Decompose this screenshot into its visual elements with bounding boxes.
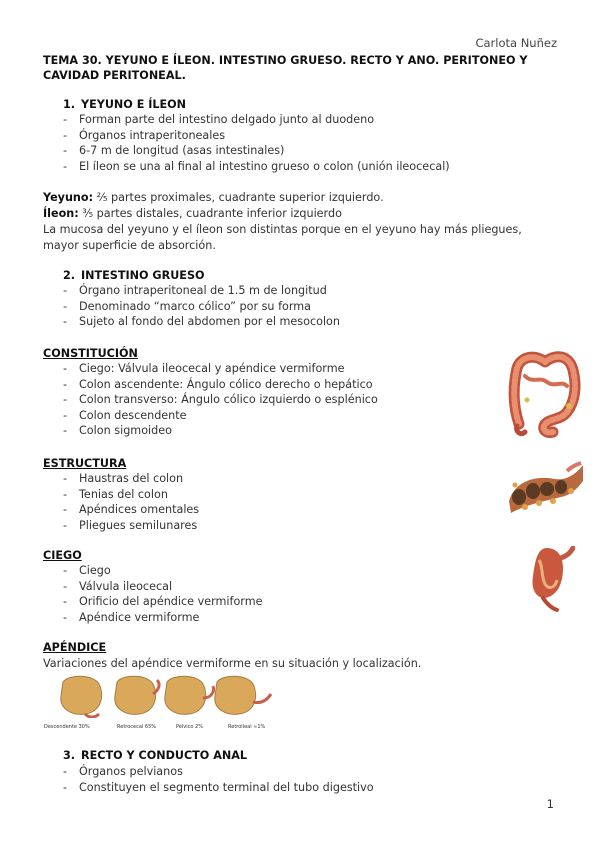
list-item: - Forman parte del intestino delgado junto al duodeno	[63, 112, 450, 128]
page-number: 1	[546, 797, 554, 811]
list-item: - Válvula ileocecal	[63, 579, 262, 595]
list-item: - Colon sigmoideo	[63, 423, 378, 439]
section-2-list	[63, 283, 340, 330]
document-title: TEMA 30. YEYUNO E ÍLEON. INTESTINO GRUESO. RECTO Y ANO. PERITONEO Y CAVIDAD PERITONEAL.	[43, 54, 528, 82]
ileon-text: ⅗ partes distales, cuadrante inferior izquierdo	[78, 207, 342, 220]
section-2-title: INTESTINO GRUESO	[81, 269, 205, 282]
section-3-list	[63, 764, 374, 795]
list-item: - Ciego: Válvula ileocecal y apéndice vermiforme	[63, 361, 378, 377]
list-item: - Colon transverso: Ángulo cólico izquierdo o esplénico	[63, 392, 378, 408]
list-item: - Pliegues semilunares	[63, 518, 199, 534]
list-item: - Constituyen el segmento terminal del tubo digestivo	[63, 780, 374, 796]
estructura-list	[63, 471, 199, 533]
estructura-heading: ESTRUCTURA	[43, 457, 127, 470]
section-3-heading	[63, 748, 247, 764]
section-2-number: 2.	[63, 269, 76, 282]
section-1-number: 1.	[63, 98, 76, 111]
haustra-illustration	[505, 461, 585, 517]
section-1-heading	[63, 97, 186, 113]
appendix-caption: Pélvico 2%	[176, 724, 203, 730]
list-item: - El íleon se una al final al intestino grueso o colon (unión ileocecal)	[63, 159, 450, 175]
constitucion-list	[63, 361, 378, 439]
yeyuno-text: ⅖ partes proximales, cuadrante superior izquierdo.	[93, 191, 384, 204]
apendice-text: Variaciones del apéndice vermiforme en su situación y localización.	[43, 657, 422, 670]
appendix-variations-illustration	[55, 672, 280, 718]
colon-illustration	[505, 346, 583, 438]
constitucion-heading: CONSTITUCIÓN	[43, 347, 138, 360]
appendix-caption: Retroileal ≈1%	[228, 724, 266, 730]
list-item: - Tenias del colon	[63, 487, 199, 503]
list-item: - Órgano intraperitoneal de 1.5 m de longitud	[63, 283, 340, 299]
list-item: - Colon descendente	[63, 408, 378, 424]
list-item: - Apéndice vermiforme	[63, 610, 262, 626]
section-1-title: YEYUNO E ÍLEON	[81, 98, 187, 111]
ileon-line	[43, 206, 558, 222]
mucosa-paragraph: La mucosa del yeyuno y el íleon son distintas porque en el yeyuno hay más pliegues, mayor superficie de absorción.	[43, 223, 522, 252]
list-item: - Sujeto al fondo del abdomen por el mesocolon	[63, 314, 340, 330]
section-3-number: 3.	[63, 749, 76, 762]
ileon-label: Íleon:	[43, 207, 79, 220]
yeyuno-label: Yeyuno:	[43, 191, 94, 204]
cecum-illustration	[527, 546, 575, 614]
appendix-caption: Descendente 30%	[44, 724, 90, 730]
list-item: - Ciego	[63, 563, 262, 579]
author-name: Carlota Nuñez	[475, 36, 557, 50]
appendix-caption: Retrocecal 65%	[117, 724, 157, 730]
list-item: - Apéndices omentales	[63, 502, 199, 518]
list-item: - Colon ascendente: Ángulo cólico derecho o hepático	[63, 377, 378, 393]
apendice-heading: APÉNDICE	[43, 641, 107, 654]
list-item: - Órganos pelvianos	[63, 764, 374, 780]
list-item: - 6-7 m de longitud (asas intestinales)	[63, 143, 450, 159]
list-item: - Órganos intraperitoneales	[63, 128, 450, 144]
list-item: - Orificio del apéndice vermiforme	[63, 594, 262, 610]
section-3-title: RECTO Y CONDUCTO ANAL	[81, 749, 248, 762]
section-1-list	[63, 112, 450, 174]
ciego-list	[63, 563, 262, 625]
yeyuno-line	[43, 190, 558, 206]
section-2-heading	[63, 268, 205, 284]
ciego-heading: CIEGO	[43, 549, 82, 562]
list-item: - Denominado “marco cólico” por su forma	[63, 299, 340, 315]
list-item: - Haustras del colon	[63, 471, 199, 487]
